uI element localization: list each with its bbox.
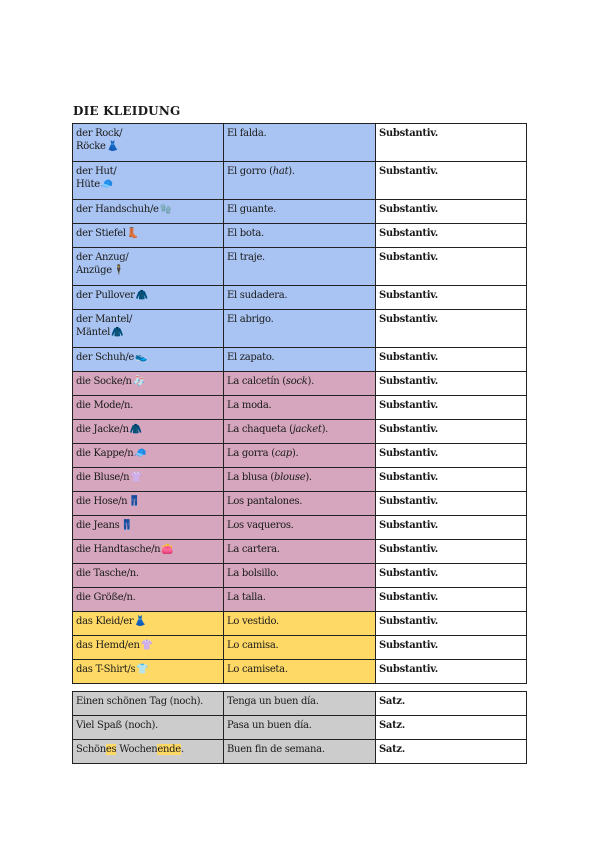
shirt-icon: 👚 <box>140 640 153 651</box>
word-type-cell <box>376 660 527 684</box>
word-type: Substantiv. <box>379 496 438 507</box>
word-type: Substantiv. <box>379 424 438 435</box>
word-type: Satz. <box>379 744 405 755</box>
word-cell <box>73 540 224 564</box>
translation: La chaqueta ( <box>227 424 293 435</box>
german-word: die Kappe/n <box>76 448 134 459</box>
german-word: der Schuh/e <box>76 352 135 363</box>
german-word: der Pullover <box>76 290 135 301</box>
translation-cell <box>224 636 376 660</box>
word-type-cell <box>376 124 527 162</box>
translation-cell <box>224 286 376 310</box>
german-word: die Bluse/n <box>76 472 130 483</box>
table-row <box>73 396 527 420</box>
word-cell <box>73 588 224 612</box>
dress-icon: 👗 <box>106 141 119 152</box>
translation: Los vaqueros. <box>227 520 294 531</box>
translation-cell <box>224 740 376 764</box>
phrase-part: Wochen <box>116 744 158 755</box>
table-row <box>73 348 527 372</box>
translation: El falda. <box>227 128 267 139</box>
word-cell <box>73 516 224 540</box>
word-cell <box>73 286 224 310</box>
table-row <box>73 740 527 764</box>
translation-english: hat <box>272 166 289 177</box>
table-row <box>73 588 527 612</box>
word-type: Substantiv. <box>379 664 438 675</box>
german-word: die Socke/n <box>76 376 132 387</box>
translation-cell <box>224 692 376 716</box>
translation: El zapato. <box>227 352 275 363</box>
phrase-cell <box>73 716 224 740</box>
german-word: die Tasche/n. <box>76 568 139 579</box>
german-word: der Anzug/ <box>76 252 129 263</box>
word-cell <box>73 372 224 396</box>
translation-cell <box>224 492 376 516</box>
word-type-cell <box>376 740 527 764</box>
word-type: Substantiv. <box>379 472 438 483</box>
table-row <box>73 716 527 740</box>
coat-icon: 🧥 <box>110 327 124 338</box>
blouse-icon: 👚 <box>130 472 143 483</box>
word-cell <box>73 200 224 224</box>
phrase-text: Einen schönen Tag (noch). <box>76 696 204 707</box>
word-cell <box>73 348 224 372</box>
translation: El bota. <box>227 228 264 239</box>
table-row <box>73 224 527 248</box>
table-row <box>73 162 527 200</box>
word-type: Substantiv. <box>379 252 438 263</box>
word-type-cell <box>376 248 527 286</box>
word-cell <box>73 224 224 248</box>
table-row <box>73 248 527 286</box>
german-word: der Mantel/ <box>76 314 133 325</box>
tshirt-icon: 👕 <box>136 664 149 675</box>
word-type: Substantiv. <box>379 128 438 139</box>
translation-cell <box>224 564 376 588</box>
translation-cell <box>224 444 376 468</box>
table-row <box>73 564 527 588</box>
translation: Lo camiseta. <box>227 664 288 675</box>
german-plural: Mäntel <box>76 327 110 338</box>
translation-cell <box>224 660 376 684</box>
translation: Tenga un buen día. <box>227 696 319 707</box>
hat-icon: 🧢 <box>100 179 114 190</box>
jacket-icon: 🧥 <box>135 290 148 301</box>
translation: Los pantalones. <box>227 496 303 507</box>
german-plural: Anzüge <box>76 265 112 276</box>
translation: El abrigo. <box>227 314 274 325</box>
translation-end: ). <box>288 166 295 177</box>
translation-cell <box>224 396 376 420</box>
translation: El guante. <box>227 204 277 215</box>
word-cell <box>73 310 224 348</box>
table-row <box>73 200 527 224</box>
suit-icon: 🕴 <box>112 265 126 276</box>
translation-english: jacket <box>292 424 322 435</box>
german-word: das Hemd/en <box>76 640 140 651</box>
page-title: DIE KLEIDUNG <box>73 104 181 118</box>
word-type: Substantiv. <box>379 592 438 603</box>
word-type-cell <box>376 444 527 468</box>
table-row <box>73 636 527 660</box>
phrase-part: . <box>180 744 184 755</box>
word-cell <box>73 636 224 660</box>
word-type: Substantiv. <box>379 352 438 363</box>
word-type-cell <box>376 224 527 248</box>
word-cell <box>73 660 224 684</box>
word-type: Substantiv. <box>379 228 438 239</box>
translation: La talla. <box>227 592 266 603</box>
translation: El traje. <box>227 252 265 263</box>
word-type: Substantiv. <box>379 616 438 627</box>
translation: Pasa un buen día. <box>227 720 312 731</box>
phrases-table <box>72 691 527 764</box>
translation: La moda. <box>227 400 272 411</box>
jeans-icon: 👖 <box>128 496 141 507</box>
table-row <box>73 286 527 310</box>
german-plural: Röcke <box>76 141 106 152</box>
word-type: Substantiv. <box>379 166 438 177</box>
word-type: Substantiv. <box>379 204 438 215</box>
vocabulary-table <box>72 123 527 684</box>
translation-cell <box>224 224 376 248</box>
translation-english: cap <box>274 448 292 459</box>
word-cell <box>73 124 224 162</box>
german-word: die Jacke/n <box>76 424 129 435</box>
translation: La blusa ( <box>227 472 274 483</box>
word-type-cell <box>376 588 527 612</box>
word-type-cell <box>376 200 527 224</box>
word-type: Substantiv. <box>379 314 438 325</box>
table-row <box>73 444 527 468</box>
word-type-cell <box>376 564 527 588</box>
word-type-cell <box>376 492 527 516</box>
phrase-highlight: es <box>105 744 117 755</box>
word-cell <box>73 468 224 492</box>
translation-cell <box>224 540 376 564</box>
translation-cell <box>224 468 376 492</box>
word-type-cell <box>376 692 527 716</box>
word-type: Substantiv. <box>379 448 438 459</box>
table-row <box>73 612 527 636</box>
table-row <box>73 516 527 540</box>
word-cell <box>73 396 224 420</box>
word-type-cell <box>376 636 527 660</box>
german-word: das Kleid/er <box>76 616 134 627</box>
translation: Lo vestido. <box>227 616 279 627</box>
german-word: der Hut/ <box>76 166 117 177</box>
german-word: die Mode/n. <box>76 400 133 411</box>
table-row <box>73 492 527 516</box>
table-row <box>73 420 527 444</box>
german-word: die Handtasche/n <box>76 544 161 555</box>
translation-cell <box>224 200 376 224</box>
table-row <box>73 468 527 492</box>
translation: La bolsillo. <box>227 568 279 579</box>
word-cell <box>73 612 224 636</box>
word-cell <box>73 248 224 286</box>
word-type-cell <box>376 420 527 444</box>
table-row <box>73 310 527 348</box>
jeans-icon: 👖 <box>120 520 133 531</box>
table-row <box>73 692 527 716</box>
boot-icon: 👢 <box>126 228 139 239</box>
word-type: Substantiv. <box>379 290 438 301</box>
translation-cell <box>224 716 376 740</box>
translation-end: ). <box>307 376 315 387</box>
table-row <box>73 372 527 396</box>
word-type-cell <box>376 612 527 636</box>
phrase-cell <box>73 692 224 716</box>
word-type-cell <box>376 716 527 740</box>
german-word: die Größe/n. <box>76 592 136 603</box>
word-cell <box>73 564 224 588</box>
table-row <box>73 540 527 564</box>
glove-icon: 🧤 <box>159 204 172 215</box>
word-type-cell <box>376 310 527 348</box>
word-cell <box>73 444 224 468</box>
word-type-cell <box>376 162 527 200</box>
word-type-cell <box>376 348 527 372</box>
phrase-highlight: ende <box>157 744 181 755</box>
word-type-cell <box>376 516 527 540</box>
translation-cell <box>224 310 376 348</box>
translation-english: sock <box>285 376 308 387</box>
table-row <box>73 124 527 162</box>
table-row <box>73 660 527 684</box>
word-type-cell <box>376 540 527 564</box>
phrase-part: Schön <box>76 744 106 755</box>
german-word: die Jeans <box>76 520 120 531</box>
jacket-icon: 🧥 <box>129 424 142 435</box>
phrase-text: Viel Spaß (noch). <box>76 720 158 731</box>
word-type-cell <box>376 372 527 396</box>
translation-end: ). <box>305 472 312 483</box>
german-word: die Hose/n <box>76 496 128 507</box>
word-type: Substantiv. <box>379 568 438 579</box>
translation: Buen fin de semana. <box>227 744 325 755</box>
translation-english: blouse <box>274 472 306 483</box>
german-word: der Handschuh/e <box>76 204 159 215</box>
word-type: Substantiv. <box>379 640 438 651</box>
shoe-icon: 👟 <box>135 352 148 363</box>
translation: La gorra ( <box>227 448 275 459</box>
german-plural: Hüte <box>76 179 100 190</box>
word-type: Substantiv. <box>379 400 438 411</box>
cap-icon: 🧢 <box>134 448 147 459</box>
german-word: das T-Shirt/s <box>76 664 136 675</box>
phrase-cell <box>73 740 224 764</box>
translation: La cartera. <box>227 544 280 555</box>
translation: La calcetín ( <box>227 376 286 387</box>
word-type: Substantiv. <box>379 520 438 531</box>
word-type: Substantiv. <box>379 376 438 387</box>
german-word: der Stiefel <box>76 228 126 239</box>
translation-cell <box>224 162 376 200</box>
translation-cell <box>224 248 376 286</box>
translation-cell <box>224 372 376 396</box>
translation-cell <box>224 516 376 540</box>
word-type-cell <box>376 396 527 420</box>
translation-cell <box>224 124 376 162</box>
word-type: Substantiv. <box>379 544 438 555</box>
translation: Lo camisa. <box>227 640 279 651</box>
dress-icon: 👗 <box>134 616 147 627</box>
word-type: Satz. <box>379 696 405 707</box>
word-type-cell <box>376 468 527 492</box>
translation-end: ). <box>321 424 329 435</box>
translation: El sudadera. <box>227 290 288 301</box>
german-word: der Rock/ <box>76 128 123 139</box>
word-cell <box>73 420 224 444</box>
handbag-icon: 👛 <box>161 544 174 555</box>
word-type-cell <box>376 286 527 310</box>
word-type: Satz. <box>379 720 405 731</box>
translation: El gorro ( <box>227 166 273 177</box>
word-cell <box>73 492 224 516</box>
translation-cell <box>224 420 376 444</box>
sock-icon: 🧦 <box>132 376 145 387</box>
translation-end: ). <box>291 448 299 459</box>
word-cell <box>73 162 224 200</box>
translation-cell <box>224 348 376 372</box>
translation-cell <box>224 588 376 612</box>
translation-cell <box>224 612 376 636</box>
